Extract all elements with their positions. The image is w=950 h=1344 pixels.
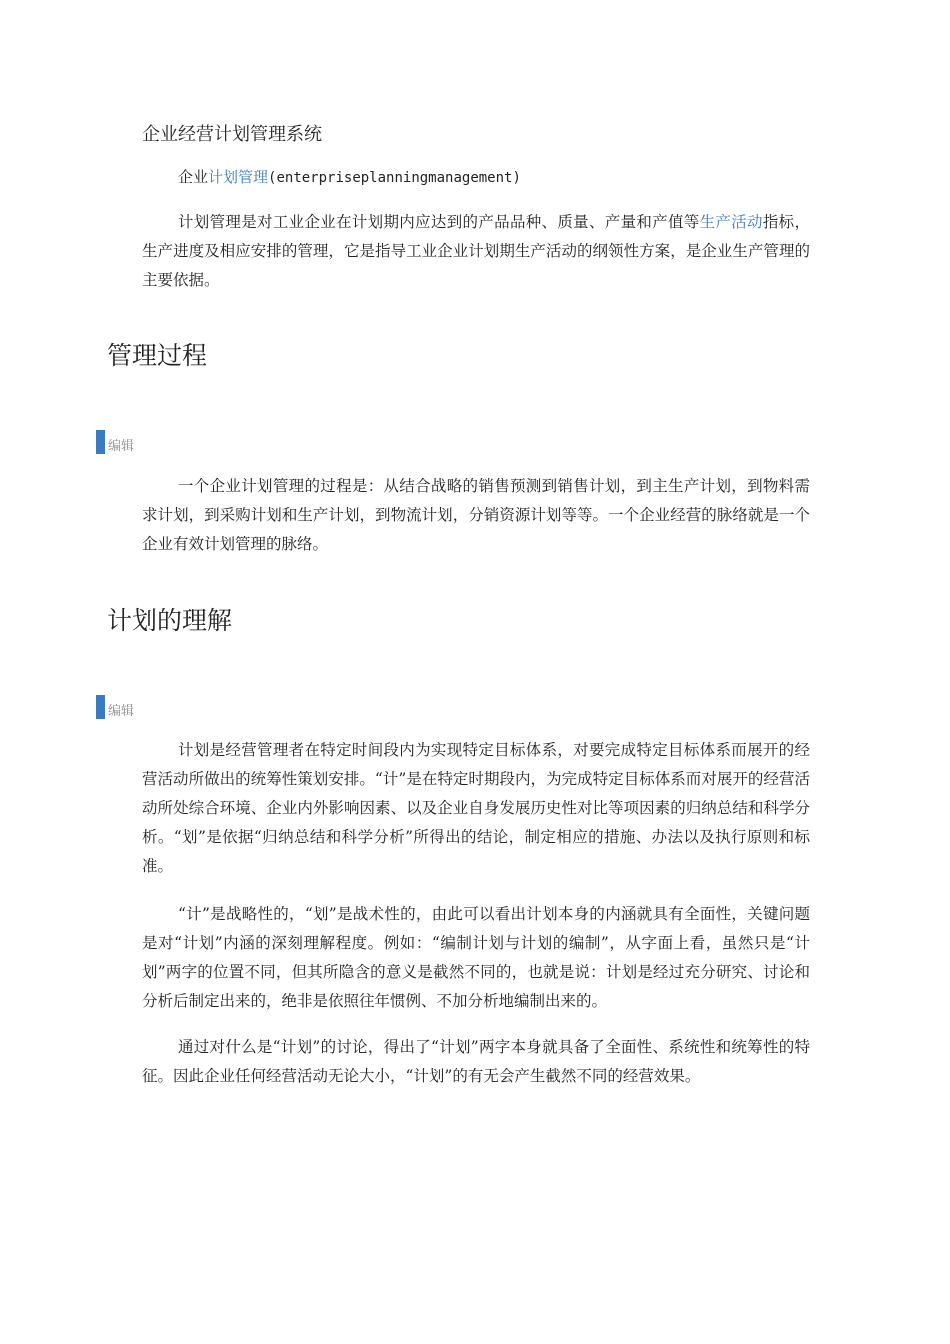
edit-link-plan-understanding[interactable] — [96, 695, 134, 719]
edit-label[interactable]: 编辑 — [108, 439, 135, 454]
subtitle — [178, 166, 521, 187]
edit-link-management-process[interactable] — [96, 430, 134, 454]
intro-text-before: 计划管理是对工业企业在计划期内应达到的产品品种、质量、产量和产值等 — [178, 213, 700, 231]
intro-text-after: 指标，生产进度及相应安排的管理，它是指导工业企业计划期生产活动的纲领性方案，是企业生产管理的主要依据。 — [142, 213, 810, 289]
subtitle-english: (enterpriseplanningmanagement) — [268, 170, 521, 186]
section-heading-management-process: 管理过程 — [107, 341, 208, 370]
edit-label[interactable]: 编辑 — [108, 704, 135, 719]
page-title: 企业经营计划管理系统 — [142, 124, 322, 145]
subtitle-prefix: 企业 — [178, 168, 209, 186]
edit-marker-icon — [96, 695, 105, 719]
paragraph-plan-characteristics: 通过对什么是“计划”的讨论，得出了“计划”两字本身就具备了全面性、系统性和统筹性的特征。因此企业任何经营活动无论大小，“计划”的有无会产生截然不同的经营效果。 — [142, 1038, 810, 1085]
production-activity-link[interactable]: 生产活动 — [699, 213, 763, 231]
paragraph-management-process: 一个企业计划管理的过程是：从结合战略的销售预测到销售计划，到主生产计划，到物料需求计划，到采购计划和生产计划，到物流计划，分销资源计划等等。一个企业经营的脉络就是一个企业有效计划管理的脉络。 — [142, 477, 810, 553]
intro-paragraph — [142, 208, 810, 295]
edit-marker-icon — [96, 430, 105, 454]
paragraph-strategy-tactics: “计”是战略性的，“划”是战术性的，由此可以看出计划本身的内涵就具有全面性，关键问题是对“计划”内涵的深刻理解程度。例如：“编制计划与计划的编制”，从字面上看，虽然只是“计划”两字的位置不同，但其所隐含的意义是截然不同的，也就是说：计划是经过充分研究、讨论和分析后制定出来的，绝非是依照往年惯例、不加分析地编制出来的。 — [142, 905, 810, 1010]
section-heading-plan-understanding: 计划的理解 — [107, 606, 233, 635]
paragraph-plan-definition: 计划是经营管理者在特定时间段内为实现特定目标体系，对要完成特定目标体系而展开的经营活动所做出的统筹性策划安排。“计”是在特定时期段内，为完成特定目标体系而对展开的经营活动所处综合环境、企业内外影响因素、以及企业自身发展历史性对比等项因素的归纳总结和科学分析。“划”是依据“归纳总结和科学分析”所得出的结论，制定相应的措施、办法以及执行原则和标准。 — [142, 741, 810, 875]
planning-management-link[interactable]: 计划管理 — [208, 168, 269, 186]
